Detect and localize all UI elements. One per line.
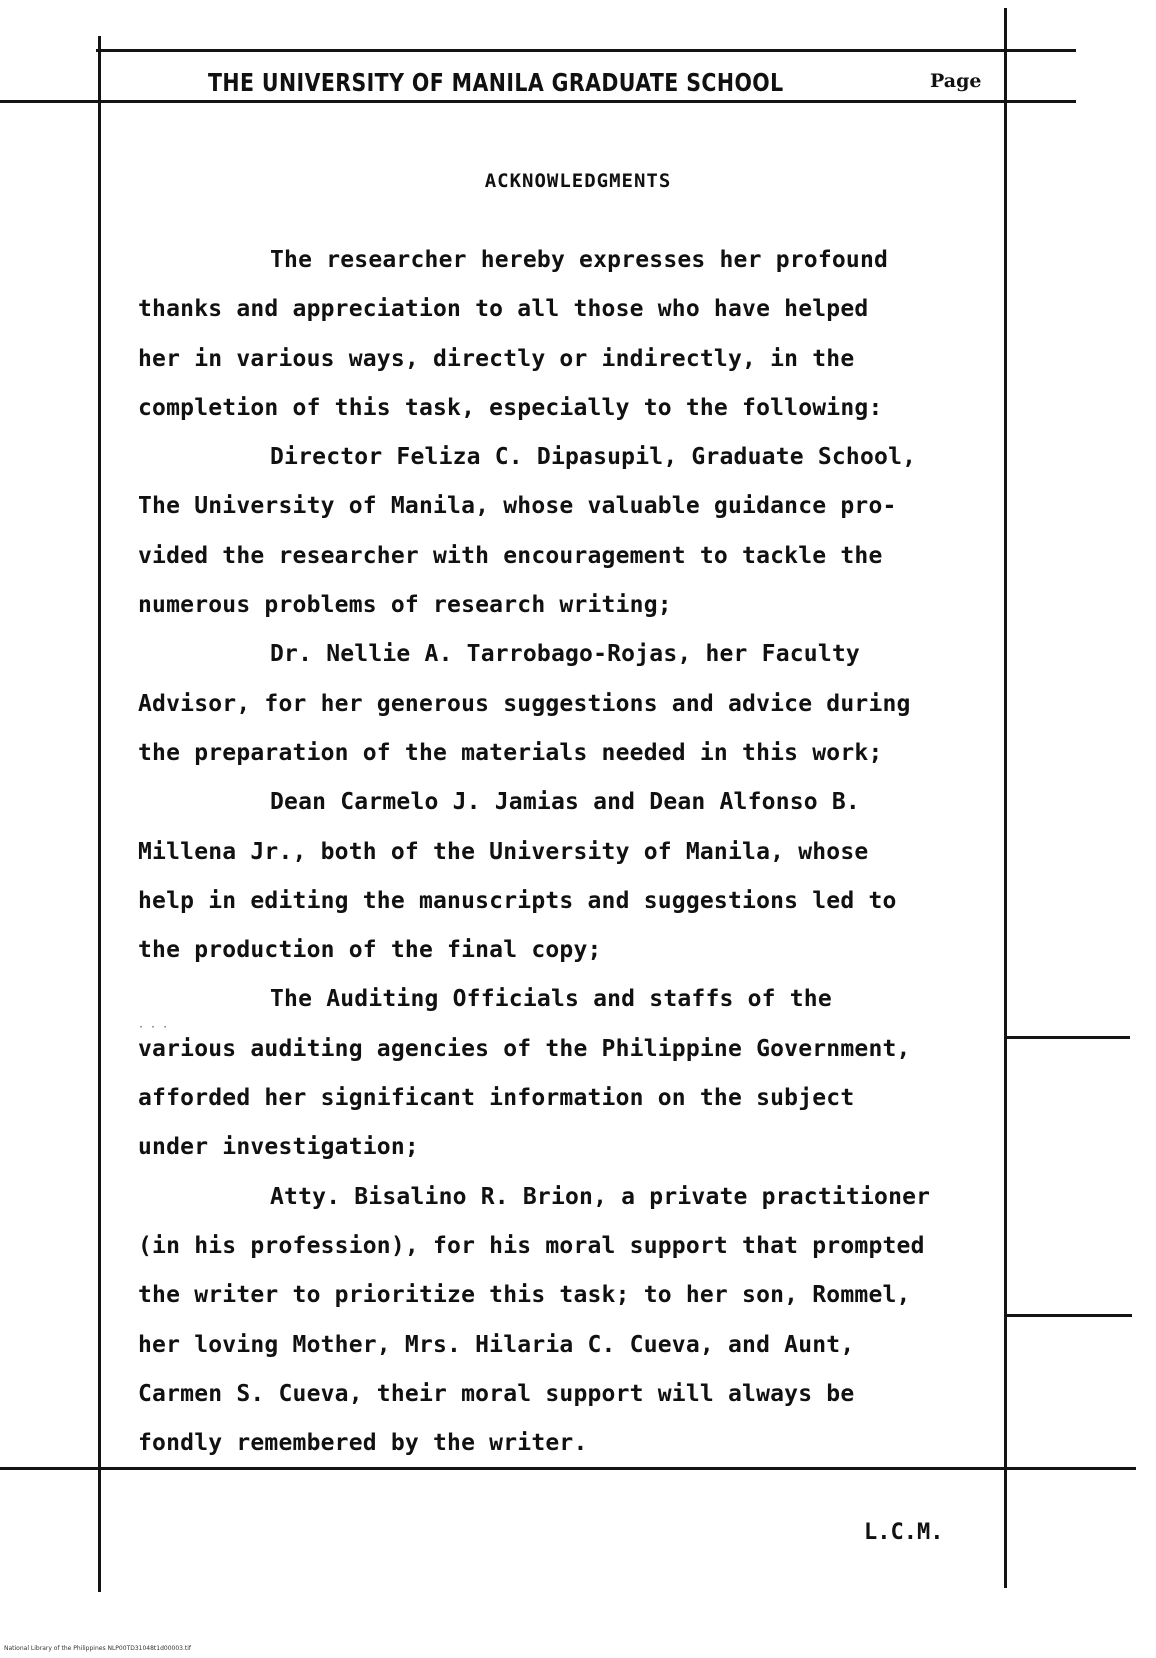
acknowledgments-heading: ACKNOWLEDGMENTS	[484, 170, 672, 192]
text-line: Dr. Nellie A. Tarrobago-Rojas, her Faculty	[270, 641, 860, 668]
paragraph	[138, 433, 1008, 630]
paragraph	[138, 630, 1008, 778]
text-line: her loving Mother, Mrs. Hilaria C. Cueva, and Aunt,	[138, 1331, 855, 1358]
text-line: under investigation;	[138, 1134, 419, 1161]
text-line: thanks and appreciation to all those who have helped	[138, 296, 869, 323]
header-top-rule	[96, 49, 1076, 52]
paragraph	[138, 975, 1008, 1172]
text-line: Dean Carmelo J. Jamias and Dean Alfonso B.	[270, 789, 860, 816]
text-line: Director Feliza C. Dipasupil, Graduate School,	[270, 444, 917, 471]
left-margin-rule	[98, 36, 101, 1592]
paragraph	[138, 778, 1008, 975]
text-line: afforded her significant information on the subject	[138, 1085, 855, 1112]
scan-footer-note: National Library of the Philippines NLP00TD31048t1d00003.tif	[4, 1645, 192, 1652]
text-line: the writer to prioritize this task; to her son, Rommel,	[138, 1282, 911, 1309]
text-line: fondly remembered by the writer.	[138, 1430, 588, 1457]
text-line: Atty. Bisalino R. Brion, a private practitioner	[270, 1183, 931, 1210]
text-line: (in his profession), for his moral support that prompted	[138, 1232, 925, 1259]
page-label: Page	[930, 70, 982, 92]
text-line: vided the researcher with encouragement to tackle the	[138, 542, 883, 569]
text-line: completion of this task, especially to the following:	[138, 394, 883, 421]
text-line: Carmen S. Cueva, their moral support will always be	[138, 1380, 855, 1407]
text-line: The Auditing Officials and staffs of the	[270, 986, 832, 1013]
text-line: her in various ways, directly or indirectly, in the	[138, 345, 855, 372]
text-line: the production of the final copy;	[138, 937, 602, 964]
text-line: The researcher hereby expresses her profound	[270, 247, 889, 273]
text-line: the preparation of the materials needed in this work;	[138, 739, 883, 766]
signature-initials: L.C.M.	[864, 1520, 944, 1545]
acknowledgments-body	[138, 236, 1008, 1468]
right-tab-rule-lower	[1004, 1314, 1132, 1317]
paragraph	[138, 1173, 1008, 1469]
text-line: help in editing the manuscripts and suggestions led to	[138, 887, 897, 914]
university-header-title: THE UNIVERSITY OF MANILA GRADUATE SCHOOL	[208, 68, 784, 97]
header-bottom-rule	[0, 100, 1076, 103]
margin-dots-icon: · · ·	[138, 1022, 169, 1033]
right-tab-rule-upper	[1004, 1036, 1130, 1039]
text-line: The University of Manila, whose valuable guidance pro-	[138, 493, 897, 520]
text-line: various auditing agencies of the Philippine Government,	[138, 1035, 911, 1062]
text-line: Millena Jr., both of the University of Manila, whose	[138, 838, 869, 865]
text-line: numerous problems of research writing;	[138, 592, 672, 619]
paragraph	[138, 236, 1008, 433]
text-line: Advisor, for her generous suggestions and advice during	[138, 690, 911, 717]
